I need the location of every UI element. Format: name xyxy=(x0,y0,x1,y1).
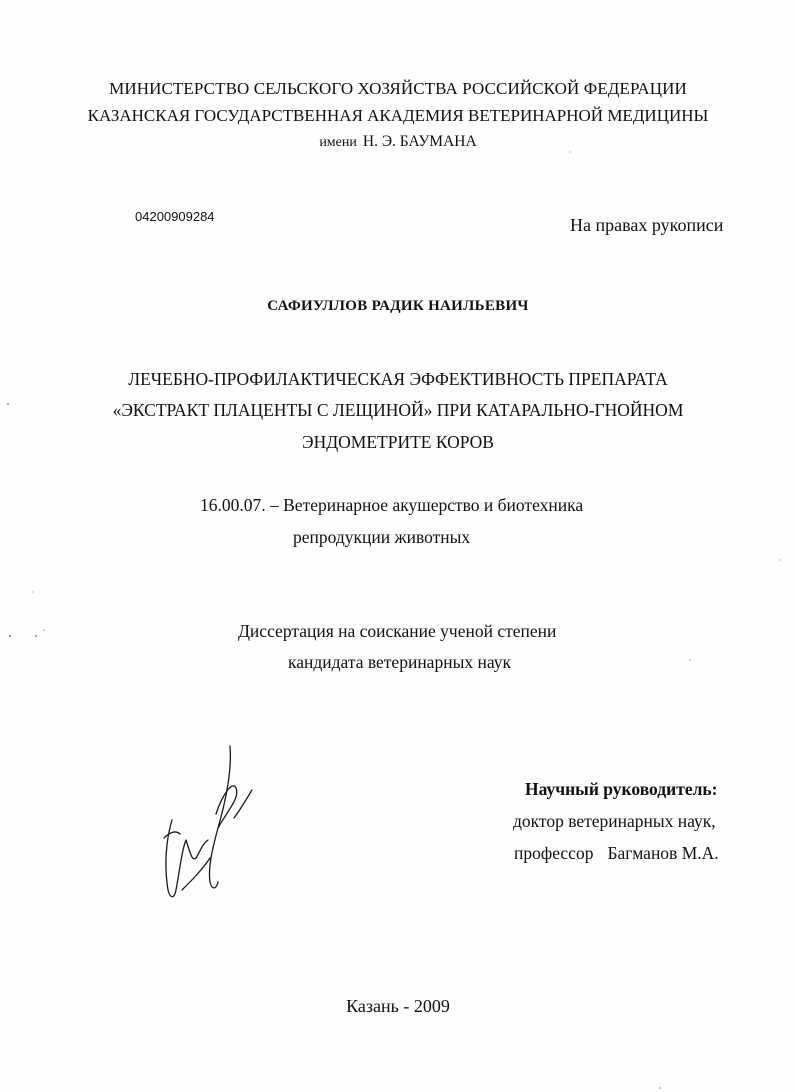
thesis-title-line-3: ЭНДОМЕТРИТЕ КОРОВ xyxy=(302,432,494,452)
signature-stroke-main xyxy=(209,746,230,888)
thesis-title-line-2: «ЭКСТРАКТ ПЛАЦЕНТЫ С ЛЕЩИНОЙ» ПРИ КАТАРАЛЬНО-ГНОЙНОМ xyxy=(112,400,684,420)
supervisor-heading: Научный руководитель: xyxy=(525,779,718,799)
supervisor-degree: доктор ветеринарных наук, xyxy=(513,811,716,831)
supervisor-rank-name xyxy=(514,845,719,863)
specialty-line-2: репродукции животных xyxy=(293,527,471,547)
signature-stroke-hook xyxy=(164,832,180,838)
handwritten-signature xyxy=(152,740,267,905)
imeni-label: имени xyxy=(319,135,357,150)
degree-statement-line-2: кандидата ветеринарных наук xyxy=(288,652,511,672)
city-year: Казань - 2009 xyxy=(346,996,450,1016)
signature-stroke-tail xyxy=(182,858,210,890)
academy-namesake xyxy=(0,134,796,150)
supervisor-name: Багманов М.А. xyxy=(607,843,719,863)
academy-name: КАЗАНСКАЯ ГОСУДАРСТВЕННАЯ АКАДЕМИЯ ВЕТЕРИНАРНОЙ МЕДИЦИНЫ xyxy=(87,106,709,125)
author-name: САФИУЛЛОВ РАДИК НАИЛЬЕВИЧ xyxy=(267,298,529,314)
thesis-title-line-1: ЛЕЧЕБНО-ПРОФИЛАКТИЧЕСКАЯ ЭФФЕКТИВНОСТЬ ПРЕПАРАТА xyxy=(128,369,668,389)
degree-statement-line-1: Диссертация на соискание ученой степени xyxy=(238,621,557,641)
namesake-name: Н. Э. БАУМАНА xyxy=(362,133,477,150)
inventory-number: 04200909284 xyxy=(135,209,215,224)
supervisor-rank: профессор xyxy=(514,843,594,863)
manuscript-rights-note: На правах рукописи xyxy=(570,215,724,235)
specialty-line-1: 16.00.07. – Ветеринарное акушерство и биотехника xyxy=(200,495,584,515)
ministry-name: МИНИСТЕРСТВО СЕЛЬСКОГО ХОЗЯЙСТВА РОССИЙСКОЙ ФЕДЕРАЦИИ xyxy=(109,79,687,98)
